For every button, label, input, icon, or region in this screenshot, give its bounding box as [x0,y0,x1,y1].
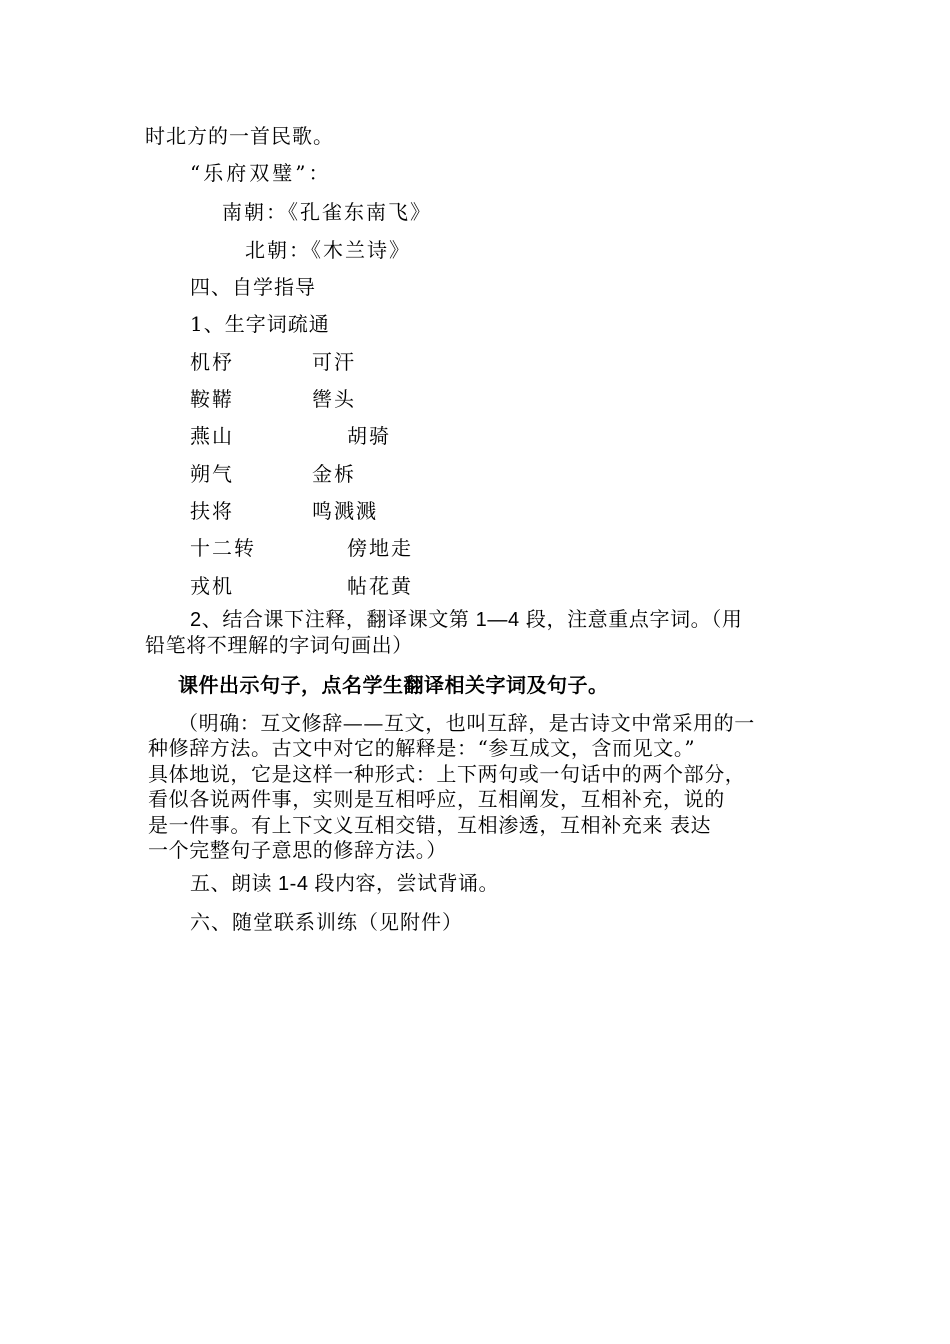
vocab-word: 十二转 [190,536,256,560]
vocab-word: 胡骑 [347,424,391,448]
vocab-word: 扶将 [190,499,234,523]
vocab-row [190,573,590,599]
note-line: 看似各说两件事，实则是互相呼应，互相阐发，互相补充，说的 [148,787,725,811]
yuefu-title: “乐府双璧”： [190,161,332,185]
section4-sub2 [145,608,742,659]
vocab-word: 鸣溅溅 [312,499,378,523]
vocab-row [190,386,590,412]
vocab-row [190,535,590,561]
section5-heading: 五、朗读 1-4 段内容，尝试背诵。 [190,873,500,895]
section6-heading: 六、随堂联系训练（见附件） [190,910,463,934]
vocab-row [190,423,590,449]
south-dynasty-work: 南朝：《孔雀东南飞》 [222,200,432,224]
intro-continuation: 时北方的一首民歌。 [145,124,334,148]
vocab-word: 朔气 [190,462,234,486]
note-line: 种修辞方法。古文中对它的解释是：“参互成文，含而见文。” [148,736,696,760]
vocab-word: 燕山 [190,424,234,448]
sub2-line: 铅笔将不理解的字词句画出） [145,634,413,657]
vocab-word: 傍地走 [347,536,413,560]
rhetoric-note [178,711,755,737]
section4-heading: 四、自学指导 [190,275,316,299]
rhetoric-note-cont [148,736,746,864]
courseware-instruction: 课件出示句子，点名学生翻译相关字词及句子。 [178,675,609,697]
note-line: 是一件事。有上下文义互相交错，互相渗透，互相补充来 表达 [148,812,712,837]
vocab-word: 机杼 [190,350,234,374]
vocab-word: 可汗 [312,350,356,374]
note-line: （明确：互文修辞——互文，也叫互辞，是古诗文中常采用的一 [178,711,755,735]
section4-sub1: 1、生字词疏通 [190,312,330,336]
note-line: 一个完整句子意思的修辞方法。） [148,838,447,862]
vocab-word: 帖花黄 [347,574,413,598]
vocab-row [190,349,590,375]
vocab-row [190,461,590,487]
north-dynasty-work: 北朝：《木兰诗》 [245,238,411,262]
sub2-line: 2、结合课下注释，翻译课文第 1—4 段，注意重点字词。（用 [190,609,743,631]
note-line: 具体地说，它是这样一种形式：上下两句或一句话中的两个部分， [148,761,746,786]
vocab-word: 鞍鞯 [190,387,234,411]
vocab-word: 金柝 [312,462,356,486]
vocab-word: 辔头 [312,387,356,411]
vocab-row [190,498,590,524]
vocab-word: 戎机 [190,574,234,598]
